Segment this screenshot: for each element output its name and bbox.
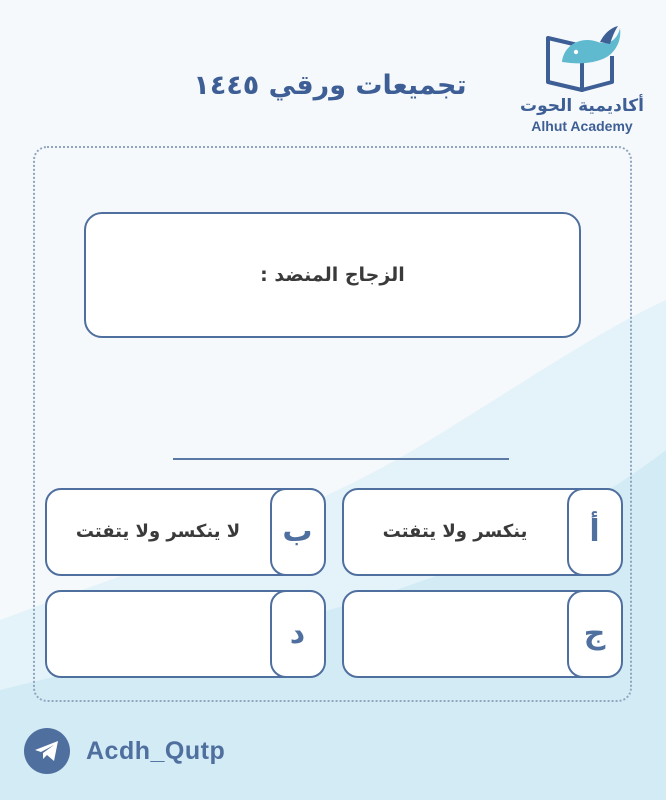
option-a[interactable] xyxy=(342,488,622,576)
logo-name-english: Alhut Academy xyxy=(531,118,633,134)
telegram-icon[interactable] xyxy=(24,728,70,774)
option-text: ينكسر ولا يتفتت xyxy=(382,521,528,542)
footer xyxy=(24,728,225,774)
question-box xyxy=(84,212,581,338)
telegram-plane-icon xyxy=(34,739,60,763)
whale-book-logo-icon xyxy=(540,16,626,96)
option-letter: ج xyxy=(567,590,623,678)
divider xyxy=(173,458,509,460)
option-text xyxy=(360,592,550,675)
option-text: لا ينكسر ولا يتفتت xyxy=(75,521,241,542)
telegram-handle[interactable]: Acdh_Qutp xyxy=(86,736,226,765)
option-letter: ب xyxy=(270,488,326,576)
option-c[interactable] xyxy=(342,590,622,678)
option-b[interactable] xyxy=(45,488,325,576)
option-letter: د xyxy=(270,590,326,678)
option-text xyxy=(63,592,253,675)
academy-logo xyxy=(512,14,652,134)
page-title: تجميعات ورقي ١٤٤٥ xyxy=(193,70,467,101)
question-text: الزجاج المنضد : xyxy=(260,264,405,286)
logo-name-arabic: أكاديمية الحوت xyxy=(520,96,644,116)
option-letter: أ xyxy=(567,488,623,576)
option-d[interactable] xyxy=(45,590,325,678)
